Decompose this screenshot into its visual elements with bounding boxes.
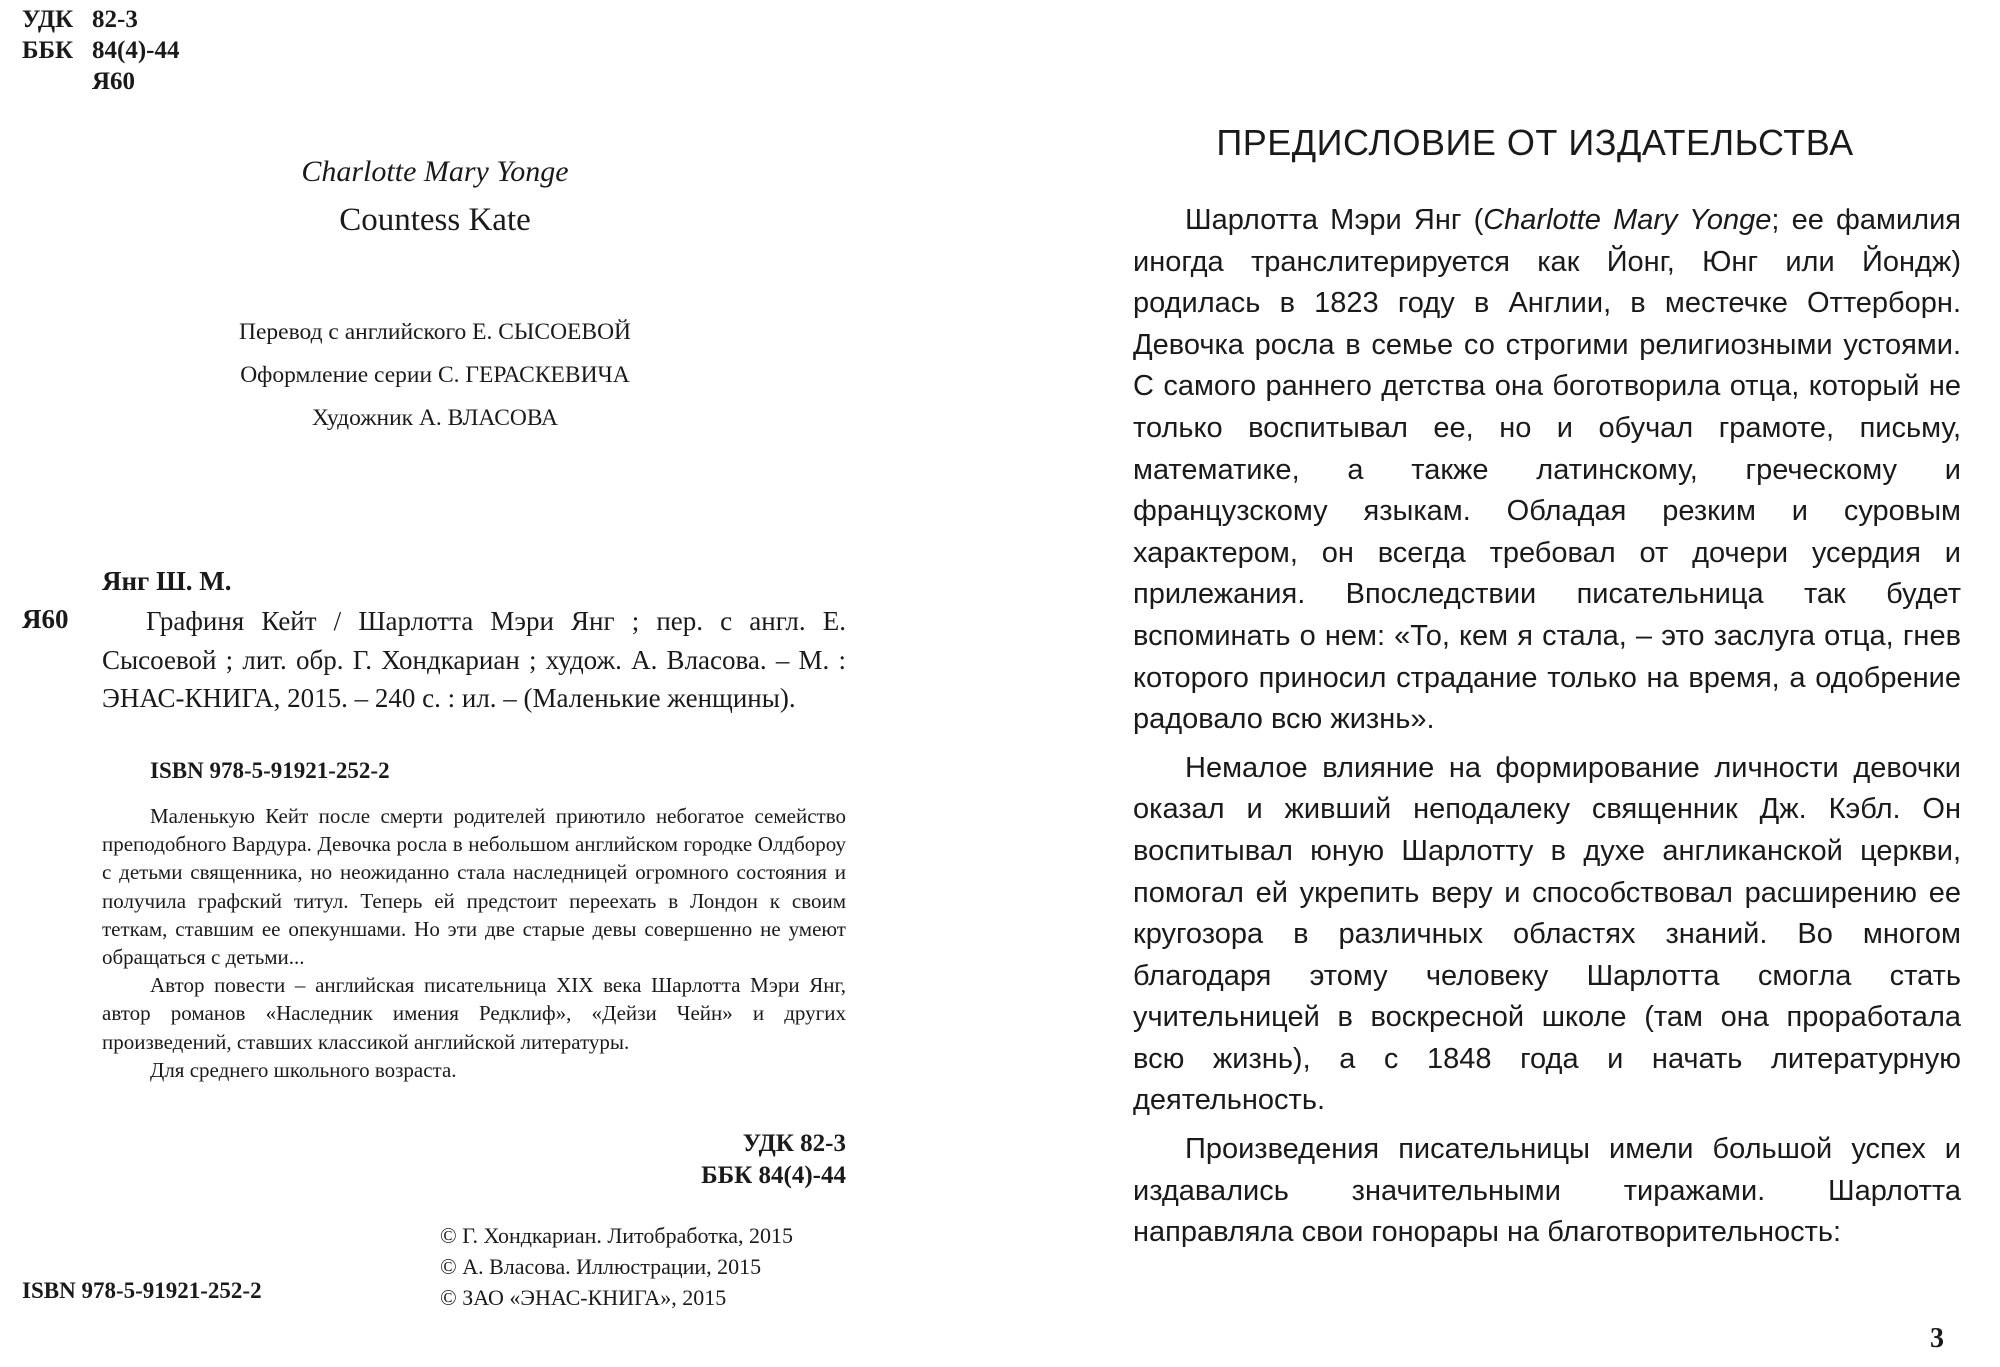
preface-title: ПРЕДИСЛОВИЕ ОТ ИЗДАТЕЛЬСТВА (1216, 122, 1854, 163)
credit-translator: Перевод с английского Е. СЫСОЕВОЙ (238, 319, 632, 345)
original-author: Charlotte Mary Yonge (301, 155, 569, 188)
udk-value: 82-3 (92, 6, 138, 33)
preface-body (1133, 200, 1961, 1261)
udk-row (22, 4, 179, 35)
catalog-codes-block (22, 4, 179, 97)
catalog-code: Я60 (22, 604, 69, 634)
copyright-line: © А. Власова. Иллюстрации, 2015 (440, 1254, 762, 1279)
preface-paragraph-3: Произведения писательницы имели большой успех и издавались значительными тиражами. Шарлотта направляла свои гонорары на благотворительность: (1133, 1133, 1961, 1249)
page-number: 3 (1930, 1323, 1944, 1354)
preface-paragraph-1: Шарлотта Мэри Янг (Charlotte Mary Yonge; ее фамилия иногда транслитерируется как Йонг, Юнг или Йондж) родилась в 1823 году в Англии, в местечке Оттерборн. Девочка росла в семье со строгими религиозными устоями. С самого раннего детства она боготворила отца, который не только воспитывал ее, но и обучал грамоте, письму, математике, а также латинскому, греческому и французскому языкам. Обладая резким и суровым характером, он всегда требовал от дочери усердия и прилежания. Впоследствии писательница так будет вспоминать о нем: «То, кем я стала, – это заслуга отца, гнев которого приносил страдание только на время, а одобрение радовало всю жизнь». (1133, 204, 1961, 736)
udk-footer: УДК 82-3 (742, 1130, 846, 1157)
isbn-bottom: ISBN 978-5-91921-252-2 (22, 1278, 262, 1303)
author-heading: Янг Ш. М. (102, 566, 232, 596)
bbk-value: 84(4)-44 (92, 37, 180, 64)
preface-paragraph-2: Немалое влияние на формирование личности девочки оказал и живший неподалеку священник Дж. Кэбл. Он воспитывал юную Шарлотту в духе англиканской церкви, помогал ей укрепить веру и способствовал расширению ее кругозора в различных областях знаний. Во многом благодаря этому человеку Шарлотта смогла стать учительницей в воскресной школе (там она проработала всю жизнь), а с 1848 года и начать литературную деятельность. (1133, 751, 1961, 1117)
author-code: Я60 (92, 68, 136, 95)
annotation-paragraph: Маленькую Кейт после смерти родителей приютило небогатое семейство преподобного Вардура. Девочка росла в небольшом английском городке Олдбороу с детьми священника, но неожиданно стала наследницей огромного состояния и получила графский титул. Теперь ей предстоит переехать в Лондон к своим теткам, ставшим ее опекуншами. Но эти две старые девы совершенно не умеют обращаться с детьми... (102, 804, 846, 970)
original-title: Countess Kate (339, 202, 531, 238)
copyright-line: © ЗАО «ЭНАС-КНИГА», 2015 (440, 1285, 727, 1310)
author-code-row (22, 66, 179, 97)
copyright-block (440, 1220, 793, 1313)
annotation-paragraph: Для среднего школьного возраста. (150, 1057, 457, 1082)
catalog-codes-footer (540, 1128, 846, 1192)
bbk-label: ББК (22, 37, 74, 64)
annotation-block (102, 802, 846, 1084)
isbn: ISBN 978-5-91921-252-2 (150, 758, 390, 783)
udk-label: УДК (22, 6, 74, 33)
copyright-line: © Г. Хондкариан. Литобработка, 2015 (440, 1223, 793, 1248)
annotation-paragraph: Автор повести – английская писательница XIX века Шарлотта Мэри Янг, автор романов «Наследник имения Редклиф», «Дейзи Чейн» и других произведений, ставших классикой английской литературы. (102, 973, 846, 1054)
credits-block (110, 311, 760, 440)
credit-series-design: Оформление серии С. ГЕРАСКЕВИЧА (240, 362, 630, 388)
bbk-row (22, 35, 179, 66)
bibliographic-description: Графиня Кейт / Шарлотта Мэри Янг ; пер. с англ. Е. Сысоевой ; лит. обр. Г. Хондкариан ; худож. А. Власова. – М. : ЭНАС-КНИГА, 2015. – 240 с. : ил. – (Маленькие женщины). (102, 606, 846, 713)
credit-illustrator: Художник А. ВЛАСОВА (311, 405, 559, 431)
original-name-italic: Charlotte Mary Yonge (1483, 204, 1772, 236)
bbk-footer: ББК 84(4)-44 (701, 1162, 846, 1189)
